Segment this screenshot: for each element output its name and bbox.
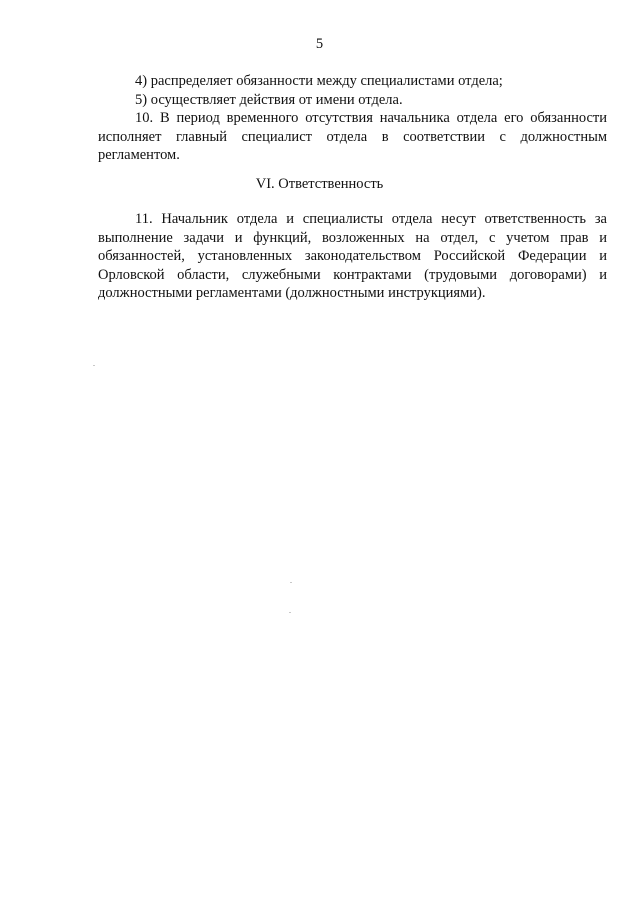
- page-number: 5: [315, 36, 324, 52]
- upper-text-block: [98, 72, 607, 165]
- paragraph-11: 11. Начальник отдела и специалисты отдела несут ответственность за выполнение задачи и функций, возложенных на отдел, с учетом прав и обязанностей, установленных законодательством Российской Федерации и Орловской области, служебными контрактами (трудовыми договорами) и должностными регламентами (должностными инструкциями).: [98, 211, 607, 302]
- lower-text-block: [98, 210, 607, 303]
- list-item-4: 4) распределяет обязанности между специалистами отдела;: [135, 73, 503, 89]
- section-title: VI. Ответственность: [255, 176, 384, 192]
- scan-speck: [290, 582, 292, 583]
- list-item-5: 5) осуществляет действия от имени отдела.: [135, 91, 403, 108]
- scan-speck: [93, 365, 95, 366]
- scan-speck: [289, 612, 291, 613]
- paragraph-10: 10. В период временного отсутствия начальника отдела его обязанности исполняет главный специалист отдела в соответствии с должностным регламентом.: [98, 110, 607, 164]
